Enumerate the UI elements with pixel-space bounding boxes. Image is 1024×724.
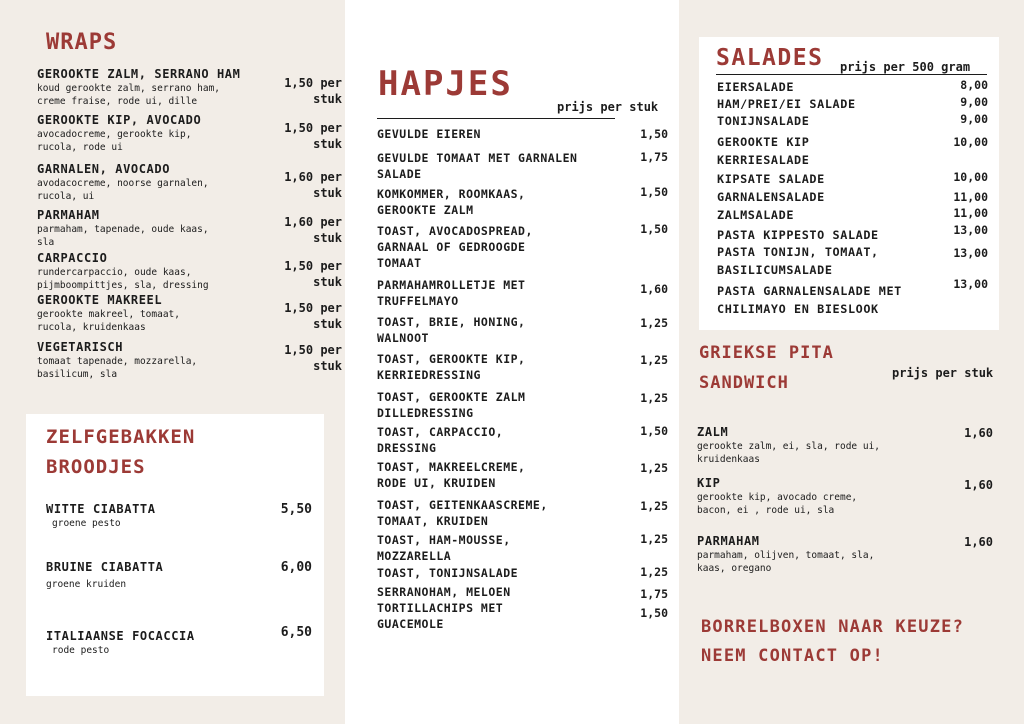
salade-price: 10,00 [953, 170, 988, 184]
salade-item [717, 133, 988, 169]
hapje-price: 1,25 [640, 499, 668, 513]
hapje-name: TOAST, GEROOKTE KIP, KERRIEDRESSING [377, 352, 526, 382]
wrap-name: PARMAHAM [37, 208, 100, 222]
broodje-name: WITTE CIABATTA [46, 502, 156, 516]
pita-price: 1,60 [964, 426, 993, 440]
broodje-price: 6,00 [280, 560, 312, 575]
hapje-item [377, 351, 668, 383]
hapje-name: TOAST, TONIJNSALADE [377, 566, 519, 580]
hapje-name: TORTILLACHIPS MET GUACEMOLE [377, 601, 504, 631]
wrap-item [37, 162, 342, 203]
hapje-item [377, 223, 668, 271]
salade-item [717, 188, 988, 206]
salade-item [717, 78, 988, 96]
broodje-price: 6,50 [280, 625, 312, 640]
salade-price: 9,00 [960, 95, 988, 109]
salade-price: 13,00 [953, 277, 988, 291]
wrap-item [37, 67, 342, 108]
hapje-name: TOAST, GEITENKAASCREME, TOMAAT, KRUIDEN [377, 498, 548, 528]
salade-price: 8,00 [960, 78, 988, 92]
hapje-name: TOAST, BRIE, HONING, WALNOOT [377, 315, 526, 345]
hapje-price: 1,50 [640, 185, 668, 199]
pita-item [697, 476, 993, 517]
wrap-desc: koud gerookte zalm, serrano ham, creme fraise, rode ui, dille [37, 83, 221, 107]
wrap-desc: rundercarpaccio, oude kaas, pijmboompittjes, sla, dressing [37, 267, 209, 291]
salade-price: 11,00 [953, 190, 988, 204]
salade-name: ZALMSALADE [717, 208, 795, 222]
broodje-price: 5,50 [280, 502, 312, 517]
wrap-name: GARNALEN, AVOCADO [37, 162, 171, 176]
hapje-name: KOMKOMMER, ROOMKAAS, GEROOKTE ZALM [377, 187, 526, 217]
salade-item [717, 243, 988, 279]
salade-name: PASTA GARNALENSALADE MET CHILIMAYO EN BIESLOOK [717, 284, 902, 316]
salade-item [717, 223, 988, 244]
wrap-name: VEGETARISCH [37, 340, 124, 354]
hapje-name: PARMAHAMROLLETJE MET TRUFFELMAYO [377, 278, 526, 308]
salade-name: TONIJNSALADE [717, 114, 810, 128]
wrap-price: 1,60 per stuk [284, 170, 342, 200]
salade-item [717, 112, 988, 130]
pita-desc: gerookte zalm, ei, sla, rode ui, kruidenkaas [697, 441, 881, 465]
hapje-item [377, 565, 668, 581]
pita-item [697, 534, 993, 575]
wrap-price: 1,50 per stuk [284, 76, 342, 106]
pita-price: 1,60 [964, 535, 993, 549]
broodje-name: ITALIAANSE FOCACCIA [46, 629, 195, 643]
wrap-desc: parmaham, tapenade, oude kaas, sla [37, 224, 209, 248]
hapje-item [377, 497, 668, 529]
hapje-price: 1,75 [640, 587, 668, 601]
wrap-desc: gerookte makreel, tomaat, rucola, kruidenkaas [37, 309, 180, 333]
hapje-item [377, 600, 668, 632]
pita-name: KIP [697, 476, 721, 490]
salade-item [717, 277, 988, 318]
hapje-name: TOAST, MAKREELCREME, RODE UI, KRUIDEN [377, 460, 526, 490]
hapje-item [377, 314, 668, 346]
broodje-item [46, 625, 312, 657]
pita-desc: parmaham, olijven, tomaat, sla, kaas, oregano [697, 550, 875, 574]
wraps-title: WRAPS [46, 30, 118, 55]
broodje-item [46, 502, 312, 530]
hapje-price: 1,25 [640, 353, 668, 367]
broodjes-title: ZELFGEBAKKEN BROODJES [46, 426, 196, 478]
hapje-item [377, 459, 668, 491]
wrap-name: GEROOKTE ZALM, SERRANO HAM [37, 67, 241, 81]
hapje-item [377, 584, 668, 600]
hapje-price: 1,25 [640, 565, 668, 579]
hapjes-title: HAPJES [378, 64, 513, 104]
salades-divider [716, 74, 987, 75]
hapje-name: SERRANOHAM, MELOEN [377, 585, 511, 599]
wrap-item [37, 293, 342, 334]
pita-unit: prijs per stuk [892, 366, 994, 380]
hapje-item [377, 532, 668, 564]
pita-name: PARMAHAM [697, 534, 760, 548]
hapje-name: GEVULDE TOMAAT MET GARNALEN SALADE [377, 151, 578, 181]
broodje-item [46, 560, 312, 591]
salade-price: 13,00 [953, 223, 988, 237]
hapje-name: TOAST, CARPACCIO, DRESSING [377, 425, 504, 455]
hapje-price: 1,50 [640, 606, 668, 620]
salade-name: EIERSALADE [717, 80, 795, 94]
hapje-item [377, 424, 668, 456]
wrap-item [37, 251, 342, 292]
hapje-price: 1,75 [640, 150, 668, 164]
hapje-item [377, 126, 668, 142]
hapjes-unit: prijs per stuk [557, 100, 659, 114]
salade-name: GEROOKTE KIP KERRIESALADE [717, 135, 810, 167]
wrap-price: 1,50 per stuk [284, 343, 342, 373]
hapje-price: 1,50 [640, 424, 668, 438]
broodje-name: BRUINE CIABATTA [46, 560, 164, 574]
hapje-price: 1,60 [640, 282, 668, 296]
hapje-price: 1,50 [640, 222, 668, 236]
wrap-desc: avocadocreme, gerookte kip, rucola, rode ui [37, 129, 192, 153]
pita-desc: gerookte kip, avocado creme, bacon, ei , rode ui, sla [697, 492, 858, 516]
hapje-item [377, 277, 668, 309]
wrap-item [37, 208, 342, 249]
hapjes-divider [377, 118, 615, 119]
salade-name: GARNALENSALADE [717, 190, 825, 204]
broodje-desc: groene kruiden [46, 579, 127, 590]
salade-name: PASTA TONIJN, TOMAAT, BASILICUMSALADE [717, 245, 879, 277]
wrap-price: 1,50 per stuk [284, 121, 342, 151]
wrap-desc: avodacocreme, noorse garnalen, rucola, ui [37, 178, 209, 202]
broodje-desc: rode pesto [52, 645, 110, 656]
salade-item [717, 206, 988, 224]
pita-item [697, 425, 993, 466]
salade-name: HAM/PREI/EI SALADE [717, 97, 856, 111]
salade-price: 10,00 [953, 135, 988, 149]
hapje-name: GEVULDE EIEREN [377, 127, 481, 141]
salade-item [717, 170, 988, 188]
hapje-price: 1,25 [640, 532, 668, 546]
broodje-desc: groene pesto [52, 518, 121, 529]
salade-price: 9,00 [960, 112, 988, 126]
hapje-price: 1,25 [640, 316, 668, 330]
hapje-item [377, 389, 668, 421]
borrelbox-callout: BORRELBOXEN NAAR KEUZE? NEEM CONTACT OP! [701, 617, 965, 666]
pita-name: ZALM [697, 425, 729, 439]
pita-price: 1,60 [964, 478, 993, 492]
hapje-price: 1,25 [640, 461, 668, 475]
wrap-name: GEROOKTE MAKREEL [37, 293, 163, 307]
wrap-name: CARPACCIO [37, 251, 108, 265]
salades-title: SALADES [716, 45, 824, 71]
hapje-price: 1,50 [640, 127, 668, 141]
wrap-desc: tomaat tapenade, mozzarella, basilicum, sla [37, 356, 198, 380]
hapje-item [377, 186, 668, 218]
salade-name: PASTA KIPPESTO SALADE [717, 228, 879, 242]
wrap-price: 1,50 per stuk [284, 301, 342, 331]
wrap-price: 1,60 per stuk [284, 215, 342, 245]
hapje-name: TOAST, AVOCADOSPREAD, GARNAAL OF GEDROOGDE TOMAAT [377, 224, 533, 270]
salade-name: KIPSATE SALADE [717, 172, 825, 186]
wrap-item [37, 340, 342, 381]
salade-item [717, 95, 988, 113]
hapje-item [377, 150, 668, 182]
salade-price: 11,00 [953, 206, 988, 220]
wrap-name: GEROOKTE KIP, AVOCADO [37, 113, 202, 127]
wrap-price: 1,50 per stuk [284, 259, 342, 289]
salades-unit: prijs per 500 gram [840, 60, 971, 74]
pita-title: GRIEKSE PITA SANDWICH [699, 343, 834, 393]
hapje-name: TOAST, HAM-MOUSSE, MOZZARELLA [377, 533, 511, 563]
hapje-price: 1,25 [640, 391, 668, 405]
hapje-name: TOAST, GEROOKTE ZALM DILLEDRESSING [377, 390, 526, 420]
wrap-item [37, 113, 342, 154]
salade-price: 13,00 [953, 246, 988, 260]
